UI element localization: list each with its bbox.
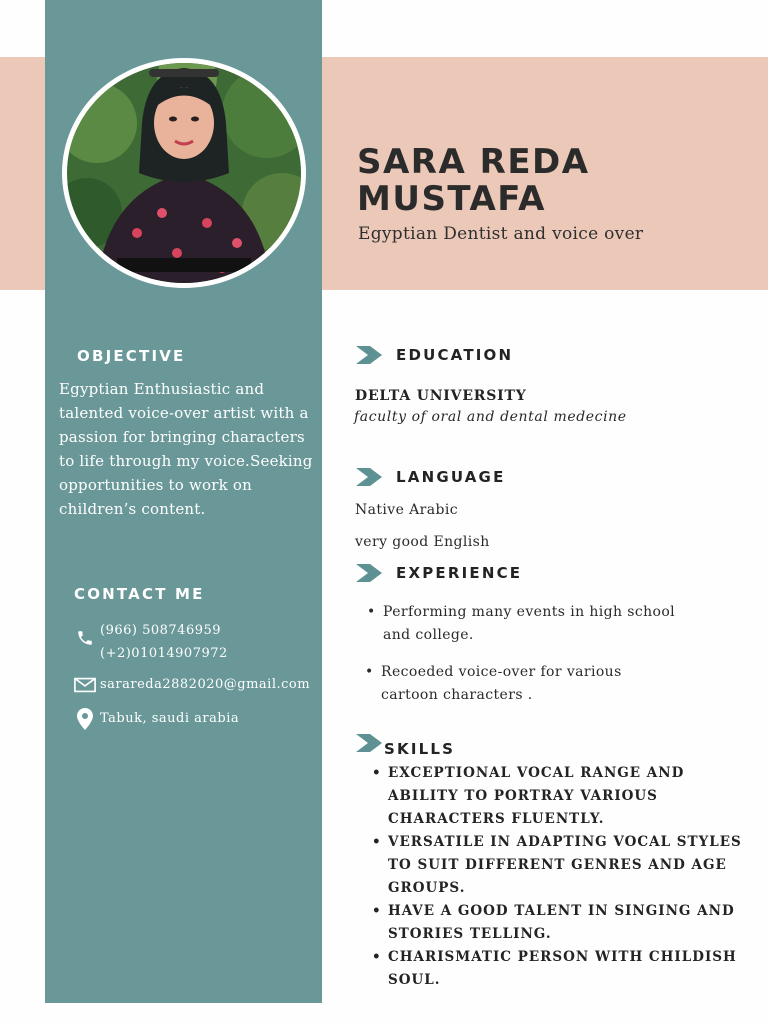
experience-item (365, 661, 681, 707)
education-heading: EDUCATION (396, 346, 514, 364)
bullet: • (372, 834, 382, 850)
skills-section-header (356, 728, 455, 758)
education-section-header (356, 346, 513, 364)
bullet: • (372, 949, 382, 965)
chevron-arrow-icon (356, 346, 382, 364)
candidate-name: SARA REDA MUSTAFA (357, 142, 590, 219)
skill-item-text: EXCEPTIONAL VOCAL RANGE AND ABILITY TO PORTRAY VARIOUS CHARACTERS FLUENTLY. (388, 765, 685, 827)
university-name: DELTA UNIVERSITY (355, 388, 527, 404)
objective-heading: OBJECTIVE (77, 347, 186, 365)
bullet: • (365, 664, 374, 680)
experience-item-text: Performing many events in high school and college. (383, 604, 676, 643)
experience-heading: EXPERIENCE (396, 564, 523, 582)
skill-item (372, 946, 758, 992)
phone-icon (74, 619, 96, 647)
objective-text: Egyptian Enthusiastic and talented voice-over artist with a passion for bringing characters to life through my voice.Seeking opportunities to work on children’s content. (59, 380, 313, 518)
chevron-arrow-icon (356, 564, 382, 582)
bullet: • (367, 604, 376, 620)
experience-item (367, 601, 683, 647)
location-text: Tabuk, saudi arabia (100, 711, 240, 726)
chevron-arrow-icon (356, 734, 382, 752)
skills-list (372, 762, 758, 992)
contact-email-row (74, 673, 310, 696)
bullet: • (372, 903, 382, 919)
skill-item-text: CHARISMATIC PERSON WITH CHILDISH SOUL. (388, 949, 737, 988)
language-item: very good English (355, 534, 490, 550)
phone-number-2[interactable]: (+2)01014907972 (100, 646, 228, 661)
skill-item-text: VERSATILE IN ADAPTING VOCAL STYLES TO SUIT DIFFERENT GENRES AND AGE GROUPS. (388, 834, 742, 896)
language-item: Native Arabic (355, 502, 458, 518)
contact-heading: CONTACT ME (74, 585, 205, 603)
skill-item-text: HAVE A GOOD TALENT IN SINGING AND STORIES TELLING. (388, 903, 735, 942)
contact-location-row (74, 707, 239, 730)
skill-item (372, 762, 758, 831)
bullet: • (372, 765, 382, 781)
language-section-header (356, 468, 506, 486)
contact-phone-row (74, 619, 228, 665)
envelope-icon (74, 673, 96, 693)
profile-photo (67, 63, 301, 283)
language-heading: LANGUAGE (396, 468, 506, 486)
email-address[interactable]: sarareda2882020@gmail.com (100, 677, 311, 692)
chevron-arrow-icon (356, 468, 382, 486)
experience-section-header (356, 564, 522, 582)
skills-heading: SKILLS (384, 740, 456, 758)
map-pin-icon (74, 707, 96, 730)
phone-number-1[interactable]: (966) 508746959 (100, 623, 222, 638)
faculty-name: faculty of oral and dental medecine (354, 409, 627, 425)
skill-item (372, 900, 758, 946)
experience-item-text: Recoeded voice-over for various cartoon characters . (381, 664, 622, 703)
skill-item (372, 831, 758, 900)
candidate-title: Egyptian Dentist and voice over (358, 224, 644, 244)
